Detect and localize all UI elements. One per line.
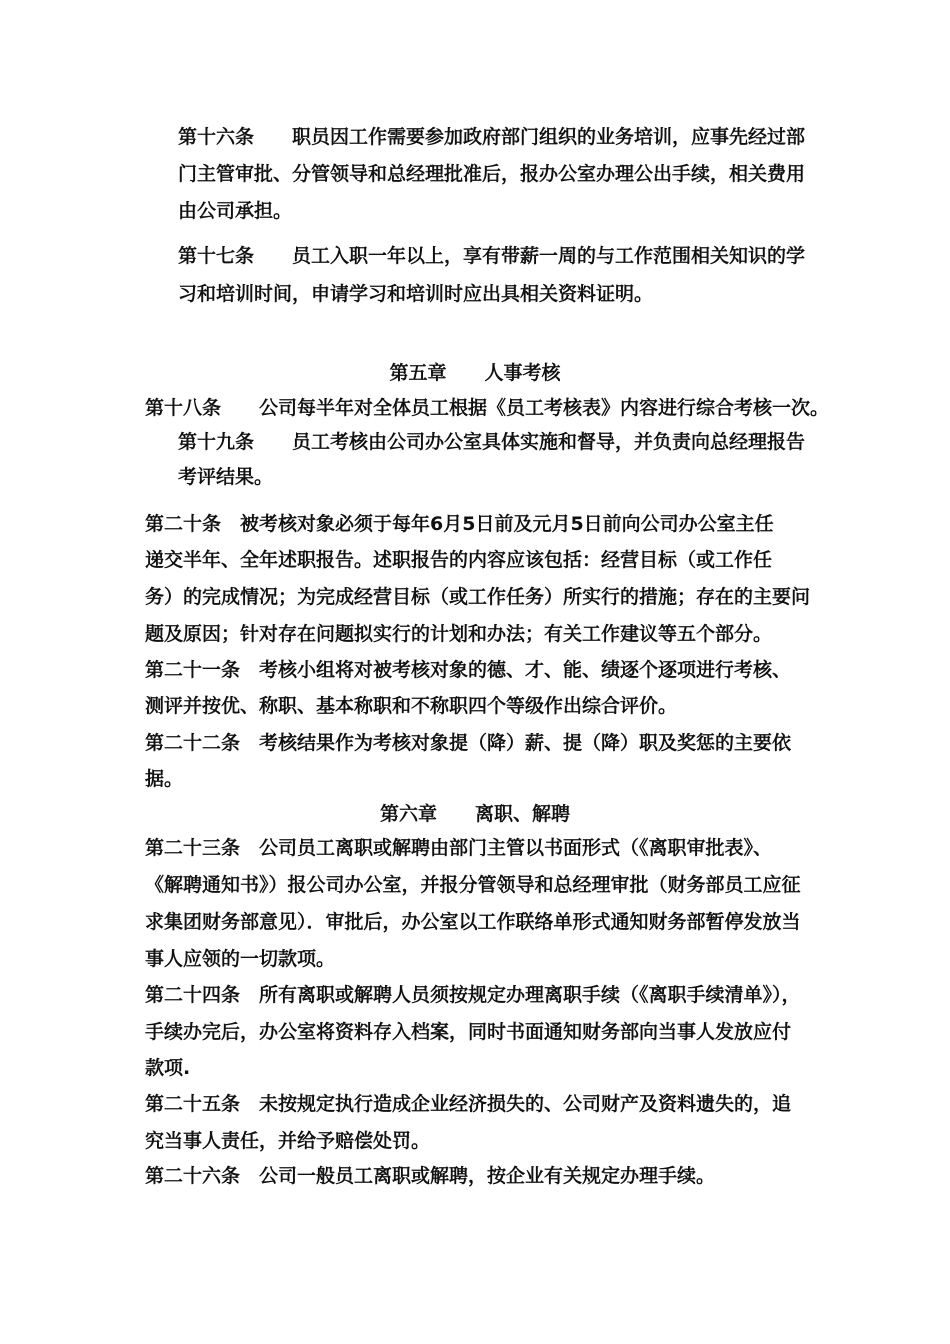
article-19-line-2: 考评结果。 xyxy=(178,466,274,488)
article-23-line-4: 事人应领的一切款项。 xyxy=(145,948,336,970)
article-17-line-2: 习和培训时间，申请学习和培训时应出具相关资料证明。 xyxy=(178,283,654,305)
article-26-line-1: 第二十六条 公司一般员工离职或解聘，按企业有关规定办理手续。 xyxy=(145,1165,716,1187)
article-23-line-3: 求集团财务部意见）．审批后，办公室以工作联络单形式通知财务部暂停发放当 xyxy=(145,911,801,933)
chapter-5-heading: 第五章 人事考核 xyxy=(389,362,561,384)
article-22-line-1: 第二十二条 考核结果作为考核对象提（降）薪、提（降）职及奖惩的主要依 xyxy=(145,732,792,754)
article-16-line-1: 第十六条 职员因工作需要参加政府部门组织的业务培训，应事先经过部 xyxy=(178,126,806,148)
article-24-line-3: 款项. xyxy=(145,1057,191,1079)
article-22-line-2: 据。 xyxy=(145,768,184,790)
article-16-line-2: 门主管审批、分管领导和总经理批准后，报办公室办理公出手续，相关费用 xyxy=(178,163,806,185)
article-23-line-2: 《解聘通知书》）报公司办公室，并报分管领导和总经理审批（财务部员工应征 xyxy=(145,874,801,896)
article-25-line-1: 第二十五条 未按规定执行造成企业经济损失的、公司财产及资料遗失的，追 xyxy=(145,1093,792,1115)
article-20-line-1: 第二十条 被考核对象必须于每年6月5日前及元月5日前向公司办公室主任 xyxy=(145,513,774,535)
article-25-line-2: 究当事人责任，并给予赔偿处罚。 xyxy=(145,1130,431,1152)
article-20-line-3: 务）的完成情况；为完成经营目标（或工作任务）所实行的措施；存在的主要问 xyxy=(145,586,811,608)
article-17-line-1: 第十七条 员工入职一年以上，享有带薪一周的与工作范围相关知识的学 xyxy=(178,245,806,267)
article-21-line-2: 测评并按优、称职、基本称职和不称职四个等级作出综合评价。 xyxy=(145,695,678,717)
article-20-line-2: 递交半年、全年述职报告。述职报告的内容应该包括：经营目标（或工作任 xyxy=(145,549,773,571)
article-19-line-1: 第十九条 员工考核由公司办公室具体实施和督导，并负责向总经理报告 xyxy=(178,431,806,453)
article-20-line-4: 题及原因；针对存在问题拟实行的计划和办法；有关工作建议等五个部分。 xyxy=(145,623,773,645)
article-24-line-1: 第二十四条 所有离职或解聘人员须按规定办理离职手续（《离职手续清单》）， xyxy=(145,984,801,1006)
chapter-6-heading: 第六章 离职、解聘 xyxy=(379,803,570,825)
article-23-line-1: 第二十三条 公司员工离职或解聘由部门主管以书面形式（《离职审批表》、 xyxy=(145,837,773,859)
article-24-line-2: 手续办完后，办公室将资料存入档案，同时书面通知财务部向当事人发放应付 xyxy=(145,1021,792,1043)
article-16-line-3: 由公司承担。 xyxy=(178,200,293,222)
article-21-line-1: 第二十一条 考核小组将对被考核对象的德、才、能、绩逐个逐项进行考核、 xyxy=(145,659,792,681)
article-18-line-1: 第十八条 公司每半年对全体员工根据《员工考核表》内容进行综合考核一次。 xyxy=(145,397,830,419)
